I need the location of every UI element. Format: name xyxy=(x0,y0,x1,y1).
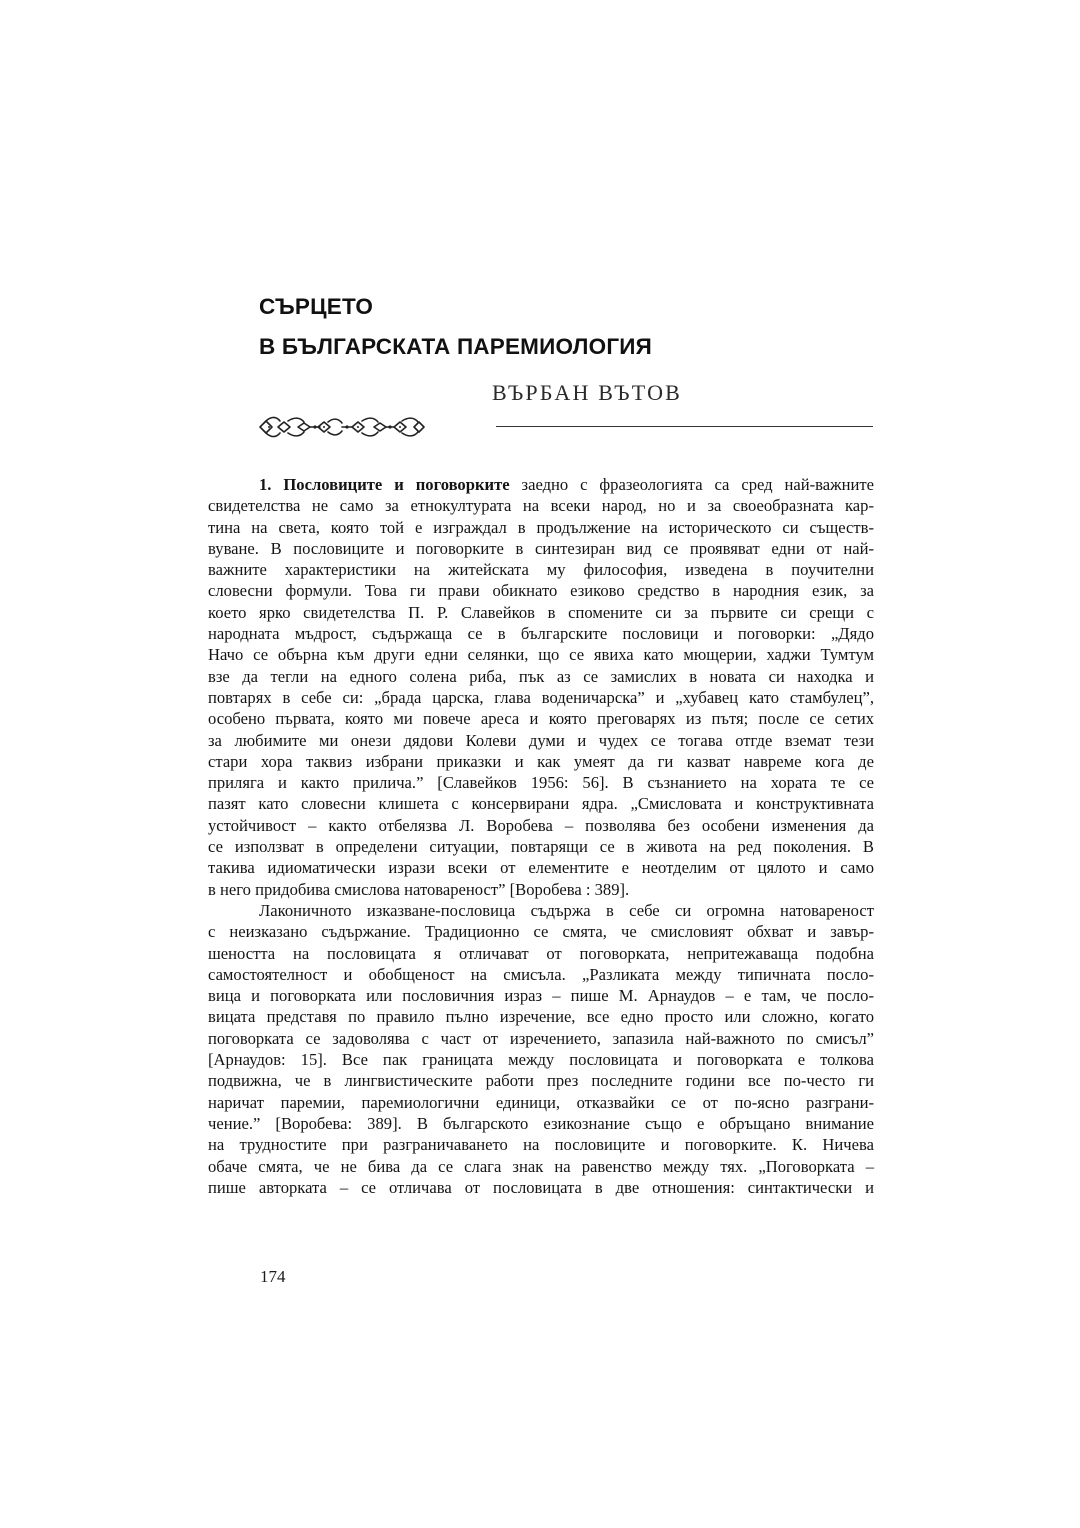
text-line: с неизказано съдържание. Традиционно се смята, че смисловият обхват и завър- xyxy=(208,922,874,942)
text-line: пазят като словесни клишета с консервирани ядра. „Смисловата и конструктивната xyxy=(208,794,874,814)
text-line: повтарях в себе си: „брада царска, глава воденичарска” и „хубавец като стамбулец”, xyxy=(208,687,874,707)
text-line: вуване. В пословиците и поговорките в синтезиран вид се проявяват едни от най- xyxy=(208,538,874,558)
paragraph-1 xyxy=(208,474,874,900)
decorative-ornament-icon xyxy=(258,412,426,442)
text-line: пише авторката – се отличава от пословицата в две отношения: синтактически и xyxy=(208,1177,874,1197)
text-line: чение.” [Воробева: 389]. В българското езикознание също е обръщано внимание xyxy=(208,1113,874,1133)
paragraph-2 xyxy=(208,900,874,1198)
article-title xyxy=(259,287,899,367)
text-line: шеността на пословицата я отличават от поговорката, непритежаваща подобна xyxy=(208,943,874,963)
text-line: Лаконичното изказване-пословица съдържа в себе си огромна натовареност xyxy=(259,900,874,920)
text-line: наричат паремии, паремиологични единици, отказвайки се от по-ясно разграни- xyxy=(208,1092,874,1112)
title-line-2: В БЪЛГАРСКАТА ПАРЕМИОЛОГИЯ xyxy=(259,334,653,359)
text-line: свидетелства не само за етнокултурата на всеки народ, но и за своеобразната кар- xyxy=(208,496,874,516)
text-line: важните характеристики на житейската му философия, изведена в поучителни xyxy=(208,560,874,580)
text-line: вица и поговорката или пословичния израз – пише М. Арнаудов – е там, че посло- xyxy=(208,986,874,1006)
text-line: се използват в определени ситуации, повтарящи се в живота на ред поколения. В xyxy=(208,837,874,857)
text-line: подвижна, че в лингвистическите работи през последните години все по-често ги xyxy=(208,1071,874,1091)
text-line: Начо се обърна към други едни селянки, що се явиха като мющерии, хаджи Тумтум xyxy=(208,645,874,665)
text-line: което ярко свидетелства П. Р. Славейков в спомените си за първите си срещи с xyxy=(208,602,874,622)
lead-bold-phrase: 1. Пословиците и поговорките xyxy=(259,475,510,494)
text-line: на трудностите при разграничаването на пословиците и поговорките. К. Ничева xyxy=(208,1135,874,1155)
text-line: 1. Пословиците и поговорките заедно с фразеологията са сред най-важните xyxy=(259,475,874,494)
text-line: поговорката се задоволява с част от изречението, запазила най-важното по смисъл” xyxy=(208,1028,874,1048)
article-body xyxy=(208,474,874,1198)
text-line: устойчивост – както отбелязва Л. Воробева – позволява без особени изменения да xyxy=(208,815,874,835)
text-line: такива идиоматически изрази всеки от елементите е неотделим от цялото и само xyxy=(208,858,874,878)
text-line: в него придобива смислова натовареност” [Воробева : 389]. xyxy=(208,879,630,899)
page-number: 174 xyxy=(260,1267,286,1286)
text-line: народната мъдрост, съдържаща се в българските пословици и поговорки: „Дядо xyxy=(208,624,874,644)
text-line: стари хора таквиз избрани приказки и как умеят да ги казват навреме кога де xyxy=(208,751,874,771)
text-line: вицата представя по правило пълно изречение, все едно просто или сложно, когато xyxy=(208,1007,874,1027)
title-line-1: СЪРЦЕТО xyxy=(259,294,374,319)
text-line: за любимите ми онези дядови Колеви думи и чудех се тогава отгде вземат тези xyxy=(208,730,874,750)
text-line: обаче смята, че не бива да се слага знак на равенство между тях. „Поговорката – xyxy=(208,1156,874,1176)
text-line: тина на света, която той е изграждал в продължение на историческото си съществ- xyxy=(208,517,874,537)
author-underline xyxy=(496,426,873,427)
text-line: самостоятелност и обобщеност на смисъла. „Разликата между типичната посло- xyxy=(208,964,874,984)
author-name: ВЪРБАН ВЪТОВ xyxy=(492,380,683,405)
text-line: словесни формули. Това ги прави обикнато езиково средство в народния език, за xyxy=(208,581,874,601)
text-line: приляга и както прилича.” [Славейков 1956: 56]. В съзнанието на хората те се xyxy=(208,773,874,793)
text-line: особено първата, която ми повече ареса и която преговарях из пътя; после се сетих xyxy=(208,709,874,729)
text-line: [Арнаудов: 15]. Все пак границата между пословицата и поговорката е толкова xyxy=(208,1050,874,1070)
text-line: взе да тегли на едного солена риба, пък аз се замислих в новата си находка и xyxy=(208,666,874,686)
